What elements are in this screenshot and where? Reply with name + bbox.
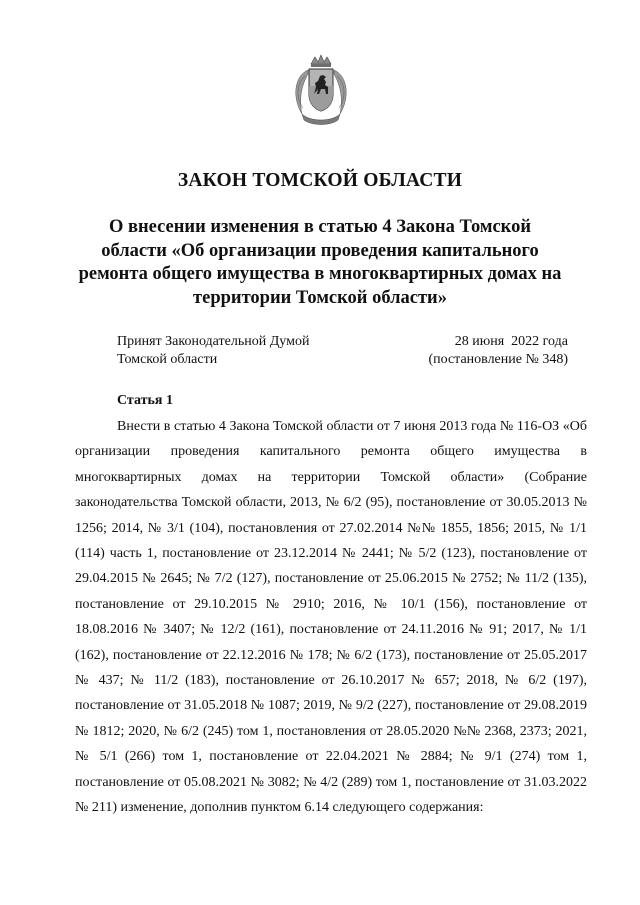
adoption-date-line: 28 июня 2022 года [454,334,568,349]
law-subtitle [70,216,570,310]
adoption-date [428,333,568,369]
subtitle-line: О внесении изменения в статью 4 Закона Томской [109,217,531,237]
subtitle-line: территории Томской области» [193,287,447,308]
adoption-body [117,333,309,369]
article-text: Внести в статью 4 Закона Томской области от 7 июня 2013 года № 116-ОЗ «Об организации проведения капитального ремонта общего имущества в многоквартирных домах на территории Томской области» (Собрание законодательства Томской области, 2013, № 6/2 (95), постановление от 30.05.2013 № 1256; 2014, № 3/1 (104), постановления от 27.02.2014 №№ 1855, 1856; 2015, № 1/1 (114) часть 1, постановление от 23.12.2014 № 2441; № 5/2 (123), постановление от 29.04.2015 № 2645; № 7/2 (127), постановление от 25.06.2015 № 2752; № 11/2 (135), постановление от 29.10.2015 № 2910; 2016, № 10/1 (156), постановление от 18.08.2016 № 3407; № 12/2 (161), постановление от 24.11.2016 № 91; 2017, № 1/1 (162), постановление от 22.12.2016 № 178; № 6/2 (173), постановление от 25.05.2017 № 437; № 11/2 (183), постановление от 26.10.2017 № 657; 2018, № 6/2 (197), постановление от 31.05.2018 № 1087; 2019, № 9/2 (227), постановление от 29.08.2019 № 1812; 2020, № 6/2 (245) том 1, постановления от 28.05.2020 №№ 2368, 2373; 2021, № 5/1 (266) том 1, постановление от 22.04.2021 № 2884; № 9/1 (274) том 1, постановление от 05.08.2021 № 3082; № 4/2 (289) том 1, постановление от 31.03.2022 № 211) изменение, дополнив пунктом 6.14 следующего содержания: [75,419,587,816]
resolution-number: (постановление № 348) [428,352,568,367]
adoption-line: Томской области [117,352,218,367]
subtitle-line: ремонта общего имущества в многоквартирных домах на [78,264,562,284]
subtitle-line: области «Об организации проведения капитального [101,240,539,261]
article-heading: Статья 1 [117,393,173,408]
coat-of-arms-icon [290,54,352,128]
adoption-line: Принят Законодательной Думой [117,334,310,349]
law-title: ЗАКОН ТОМСКОЙ ОБЛАСТИ [177,170,463,191]
